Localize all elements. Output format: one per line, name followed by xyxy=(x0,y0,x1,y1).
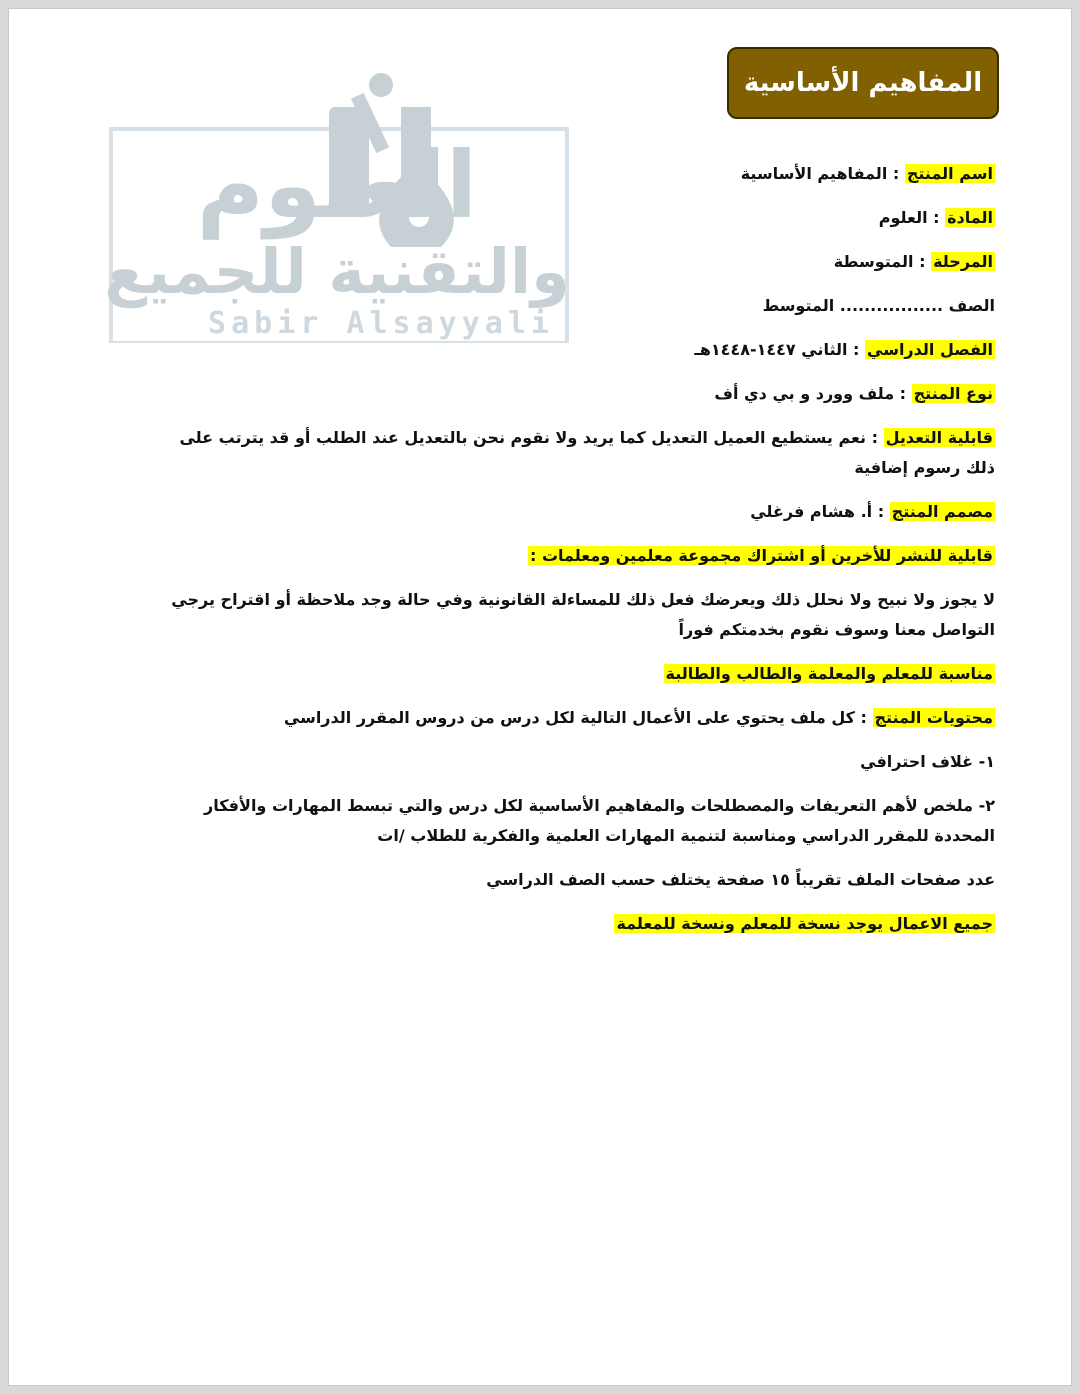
designer-row xyxy=(155,497,995,527)
term-row xyxy=(155,335,995,365)
stage-label: المرحلة xyxy=(933,252,993,271)
item1-text: ١- غلاف احترافي xyxy=(860,752,995,771)
copies-row xyxy=(155,909,995,939)
pages-text: عدد صفحات الملف تقريباً ١٥ صفحة يختلف حسب الصف الدراسي xyxy=(486,870,995,889)
title-box xyxy=(727,47,999,119)
publish-heading-row xyxy=(155,541,995,571)
page-title: المفاهيم الأساسية xyxy=(743,68,983,98)
edit-label: قابلية التعديل xyxy=(885,428,993,447)
designer-label: مصمم المنتج xyxy=(891,502,993,521)
logo-line1: العلوم xyxy=(196,132,478,239)
edit-value: : نعم يستطيع العميل التعديل كما يريد ولا نقوم نحن بالتعديل عند الطلب أو قد يترتب على ذلك رسوم إضافية xyxy=(179,428,995,477)
item2-row xyxy=(155,791,995,851)
product-name-value: : المفاهيم الأساسية xyxy=(740,164,905,183)
product-name-row xyxy=(155,159,995,189)
copies-heading: جميع الاعمال يوجد نسخة للمعلم ونسخة للمعلمة xyxy=(616,914,993,933)
subject-label: المادة xyxy=(947,208,993,227)
stage-row xyxy=(155,247,995,277)
subject-value: : العلوم xyxy=(878,208,946,227)
product-name-label: اسم المنتج xyxy=(906,164,993,183)
type-row xyxy=(155,379,995,409)
item2-text: ٢- ملخص لأهم التعريفات والمصطلحات والمفاهيم الأساسية لكل درس والتي تبسط المهارات والأفكار المحددة للمقرر الدراسي ومناسبة لتنمية المهارات العلمية والفكرية للطلاب /ات xyxy=(204,796,995,845)
publish-text: لا يجوز ولا نبيح ولا نحلل ذلك ويعرضك فعل ذلك للمساءلة القانونية وفي حالة وجد ملاحظة أو اقتراح يرجي التواصل معنا وسوف نقوم بخدمتكم فوراً xyxy=(171,590,995,639)
pages-row xyxy=(155,865,995,895)
term-value: : الثاني ١٤٤٧-١٤٤٨هـ xyxy=(694,340,866,359)
logo-latin: Sabir Alsayyali xyxy=(208,306,554,341)
publish-text-row xyxy=(155,585,995,645)
term-label: الفصل الدراسي xyxy=(867,340,993,359)
grade-row xyxy=(155,291,995,321)
suitable-heading: مناسبة للمعلم والمعلمة والطالب والطالبة xyxy=(665,664,993,683)
logo-line2: والتقنية للجميع xyxy=(104,235,570,308)
publish-heading: قابلية للنشر للأخرين أو اشتراك مجموعة معلمين ومعلمات : xyxy=(529,546,993,565)
stage-value: : المتوسطة xyxy=(833,252,932,271)
item1-row xyxy=(155,747,995,777)
contents-value: : كل ملف يحتوي على الأعمال التالية لكل درس من دروس المقرر الدراسي xyxy=(283,708,873,727)
edit-row xyxy=(155,423,995,483)
document-page xyxy=(8,8,1072,1386)
type-value: : ملف وورد و بي دي أف xyxy=(714,384,912,403)
contents-row xyxy=(155,703,995,733)
suitable-row xyxy=(155,659,995,689)
grade-line: الصف ................. المتوسط xyxy=(762,296,995,315)
subject-row xyxy=(155,203,995,233)
contents-label: محتويات المنتج xyxy=(874,708,993,727)
designer-value: : أ. هشام فرغلي xyxy=(750,502,890,521)
type-label: نوع المنتج xyxy=(913,384,993,403)
product-details xyxy=(155,159,995,953)
